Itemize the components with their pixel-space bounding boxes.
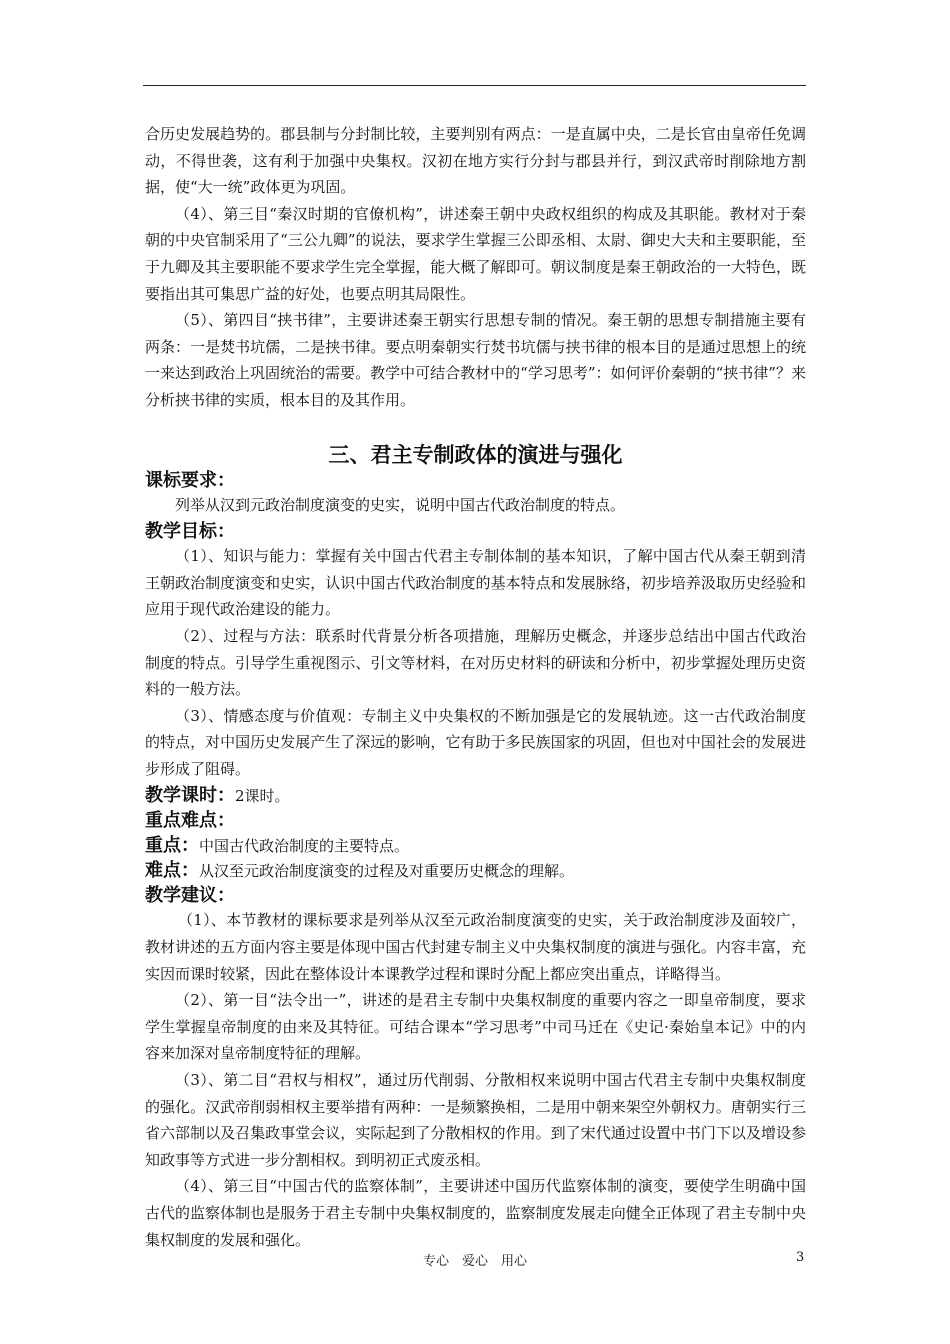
hours-line — [145, 785, 806, 807]
objectives-heading: 教学目标： — [145, 521, 235, 543]
page-content — [145, 121, 806, 1253]
objective-item: （2）、过程与方法：联系时代背景分析各项措施，理解历史概念，并逐步总结出中国古代政治制度的特点。引导学生重视图示、引文等材料，在对历史材料的研读和分析中，初步掌握处理历史资料的一般方法。 — [145, 626, 806, 699]
paragraph: （4）、第三目“秦汉时期的官僚机构”，讲述秦王朝中央政权组织的构成及其职能。教材对于秦朝的中央官制采用了“三公九卿”的说法，要求学生掌握三公即丞相、太尉、御史大夫和主要职能，至于九卿及其主要职能不要求学生完全掌握，能大概了解即可。朝议制度是秦王朝政治的一大特色，既要指出其可集思广益的好处，也要点明其局限性。 — [145, 204, 806, 303]
curriculum-text: 列举从汉到元政治制度演变的史实，说明中国古代政治制度的特点。 — [175, 495, 626, 514]
paragraph: 合历史发展趋势的。郡县制与分封制比较，主要判别有两点：一是直属中央，二是长官由皇帝任免调动，不得世袭，这有利于加强中央集权。汉初在地方实行分封与郡县并行，到汉武帝时削除地方割据，使“大一统”政体更为巩固。 — [145, 125, 806, 197]
key-label: 重点： — [145, 835, 199, 857]
key-difficult-heading: 重点难点： — [145, 810, 235, 832]
objective-item: （3）、情感态度与价值观：专制主义中央集权的不断加强是它的发展轨迹。这一古代政治制度的特点，对中国历史发展产生了深远的影响，它有助于多民族国家的巩固，但也对中国社会的发展进步形成了阻碍。 — [145, 706, 806, 778]
key-text: 中国古代政治制度的主要特点。 — [199, 837, 410, 856]
curriculum-heading: 课标要求： — [145, 469, 235, 491]
difficult-text: 从汉至元政治制度演变的过程及对重要历史概念的理解。 — [199, 862, 575, 881]
hours-text: 2课时。 — [235, 787, 290, 806]
suggestions-heading: 教学建议： — [145, 885, 235, 907]
key-point-line — [145, 835, 806, 857]
hours-heading: 教学课时： — [145, 785, 235, 807]
difficult-label: 难点： — [145, 860, 199, 882]
page-footer — [0, 1250, 950, 1270]
suggestion-item: （1）、本节教材的课标要求是列举从汉至元政治制度演变的史实，关于政治制度涉及面较广，教材讲述的五方面内容主要是体现中国古代封建专制主义中央集权制度的演进与强化。内容丰富，充实因而课时较紧，因此在整体设计本课教学过程和课时分配上都应突出重点，详略得当。 — [145, 911, 806, 983]
suggestion-item: （2）、第一目“法令出一”，讲述的是君主专制中央集权制度的重要内容之一即皇帝制度，要求学生掌握皇帝制度的由来及其特征。可结合课本“学习思考”中司马迁在《史记·秦始皇本记》中的内容来加深对皇帝制度特征的理解。 — [145, 991, 806, 1063]
footer-motto: 专心 爱心 用心 — [422, 1254, 527, 1269]
paragraph: （5）、第四目“挟书律”，主要讲述秦王朝实行思想专制的情况。秦王朝的思想专制措施主要有两条：一是焚书坑儒，二是挟书律。要点明秦朝实行焚书坑儒与挟书律的根本目的是通过思想上的统一来达到政治上巩固统治的需要。教学中可结合教材中的“学习思考”：如何评价秦朝的“挟书律”？来分析挟书律的实质，根本目的及其作用。 — [145, 311, 806, 409]
difficult-point-line — [145, 860, 806, 882]
section-title: 三、君主专制政体的演进与强化 — [328, 442, 623, 467]
page-number: 3 — [796, 1250, 805, 1265]
suggestion-item: （4）、第三目“中国古代的监察体制”，主要讲述中国历代监察体制的演变，要使学生明确中国古代的监察体制也是服务于君主专制中央集权制度的，监察制度发展走向健全正体现了君主专制中央集权制度的发展和强化。 — [145, 1177, 806, 1249]
header-rule — [143, 85, 806, 86]
objective-item: （1）、知识与能力：掌握有关中国古代君主专制体制的基本知识，了解中国古代从秦王朝到清王朝政治制度演变和史实，认识中国古代政治制度的基本特点和发展脉络，初步培养汲取历史经验和应用于现代政治建设的能力。 — [145, 547, 806, 619]
suggestion-item: （3）、第二目“君权与相权”，通过历代削弱、分散相权来说明中国古代君主专制中央集权制度的强化。汉武帝削弱相权主要举措有两种：一是频繁换相，二是用中朝来架空外朝权力。唐朝实行三省六部制以及召集政事堂会议，实际起到了分散相权的作用。到了宋代通过设置中书门下以及增设参知政事等方式进一步分割相权。到明初正式废丞相。 — [145, 1071, 806, 1169]
